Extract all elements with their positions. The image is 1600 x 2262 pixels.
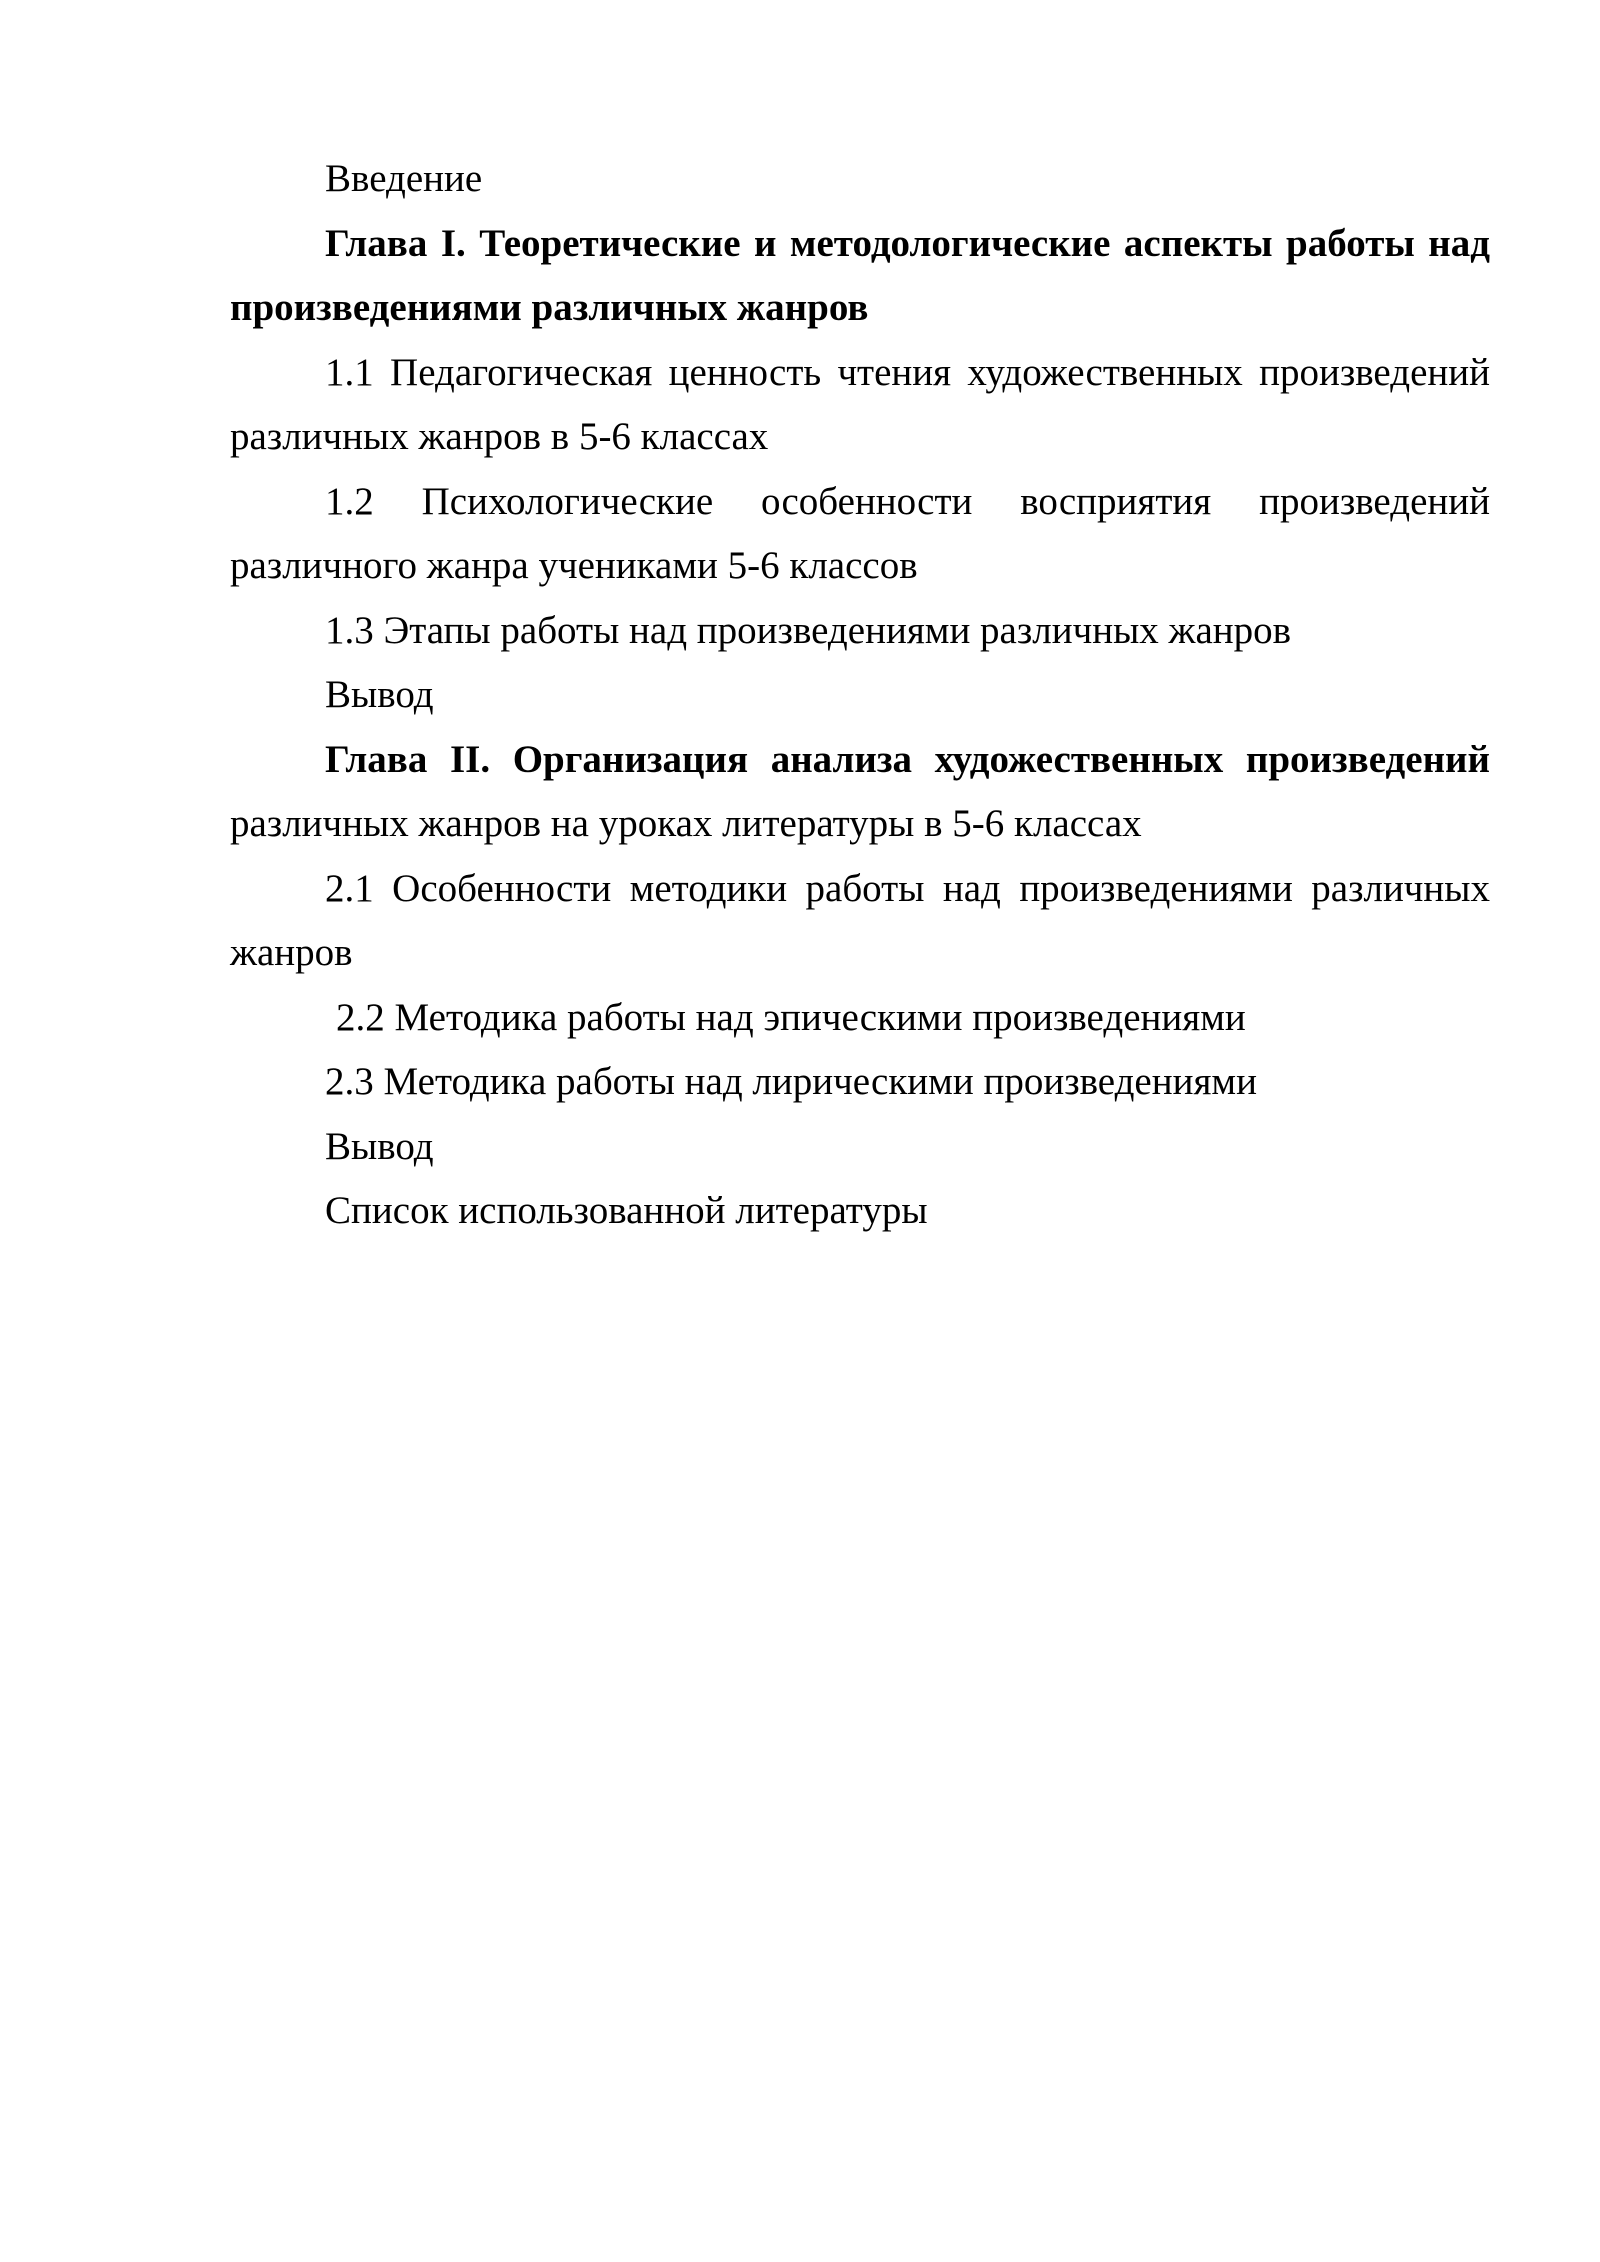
toc-line-section-2-2: 2.2 Методика работы над эпическими произведениями <box>336 995 1246 1039</box>
toc-line-section-1-1-part2: различных жанров в 5-6 классах <box>230 415 769 458</box>
toc-line-section-1-3: 1.3 Этапы работы над произведениями различных жанров <box>325 608 1292 652</box>
toc-line-references: Список использованной литературы <box>325 1189 928 1232</box>
table-of-contents <box>230 147 1490 1244</box>
toc-line-chapter1-title-1: Глава I. Теоретические и методологические аспекты работы над <box>325 221 1490 265</box>
toc-line-chapter2-conclusion: Вывод <box>325 1124 434 1168</box>
toc-line-chapter1-title-2: произведениями различных жанров <box>230 286 869 329</box>
toc-line-chapter1-conclusion: Вывод <box>325 673 434 716</box>
toc-line-chapter2-title-1: Глава II. Организация анализа художественных произведений <box>325 737 1490 781</box>
toc-line-section-1-1-part1: 1.1 Педагогическая ценность чтения художественных произведений <box>325 350 1490 394</box>
toc-line-introduction: Введение <box>325 157 483 200</box>
toc-line-section-2-1-part2: жанров <box>230 931 353 974</box>
toc-line-chapter2-title-2: различных жанров на уроках литературы в 5-6 классах <box>230 802 1142 845</box>
toc-line-section-1-2-part2: различного жанра учениками 5-6 классов <box>230 544 918 587</box>
toc-line-section-2-3: 2.3 Методика работы над лирическими произведениями <box>325 1060 1257 1103</box>
toc-line-section-1-2-part1: 1.2 Психологические особенности восприятия произведений <box>325 479 1490 523</box>
toc-line-section-2-1-part1: 2.1 Особенности методики работы над произведениями различных <box>325 866 1490 910</box>
